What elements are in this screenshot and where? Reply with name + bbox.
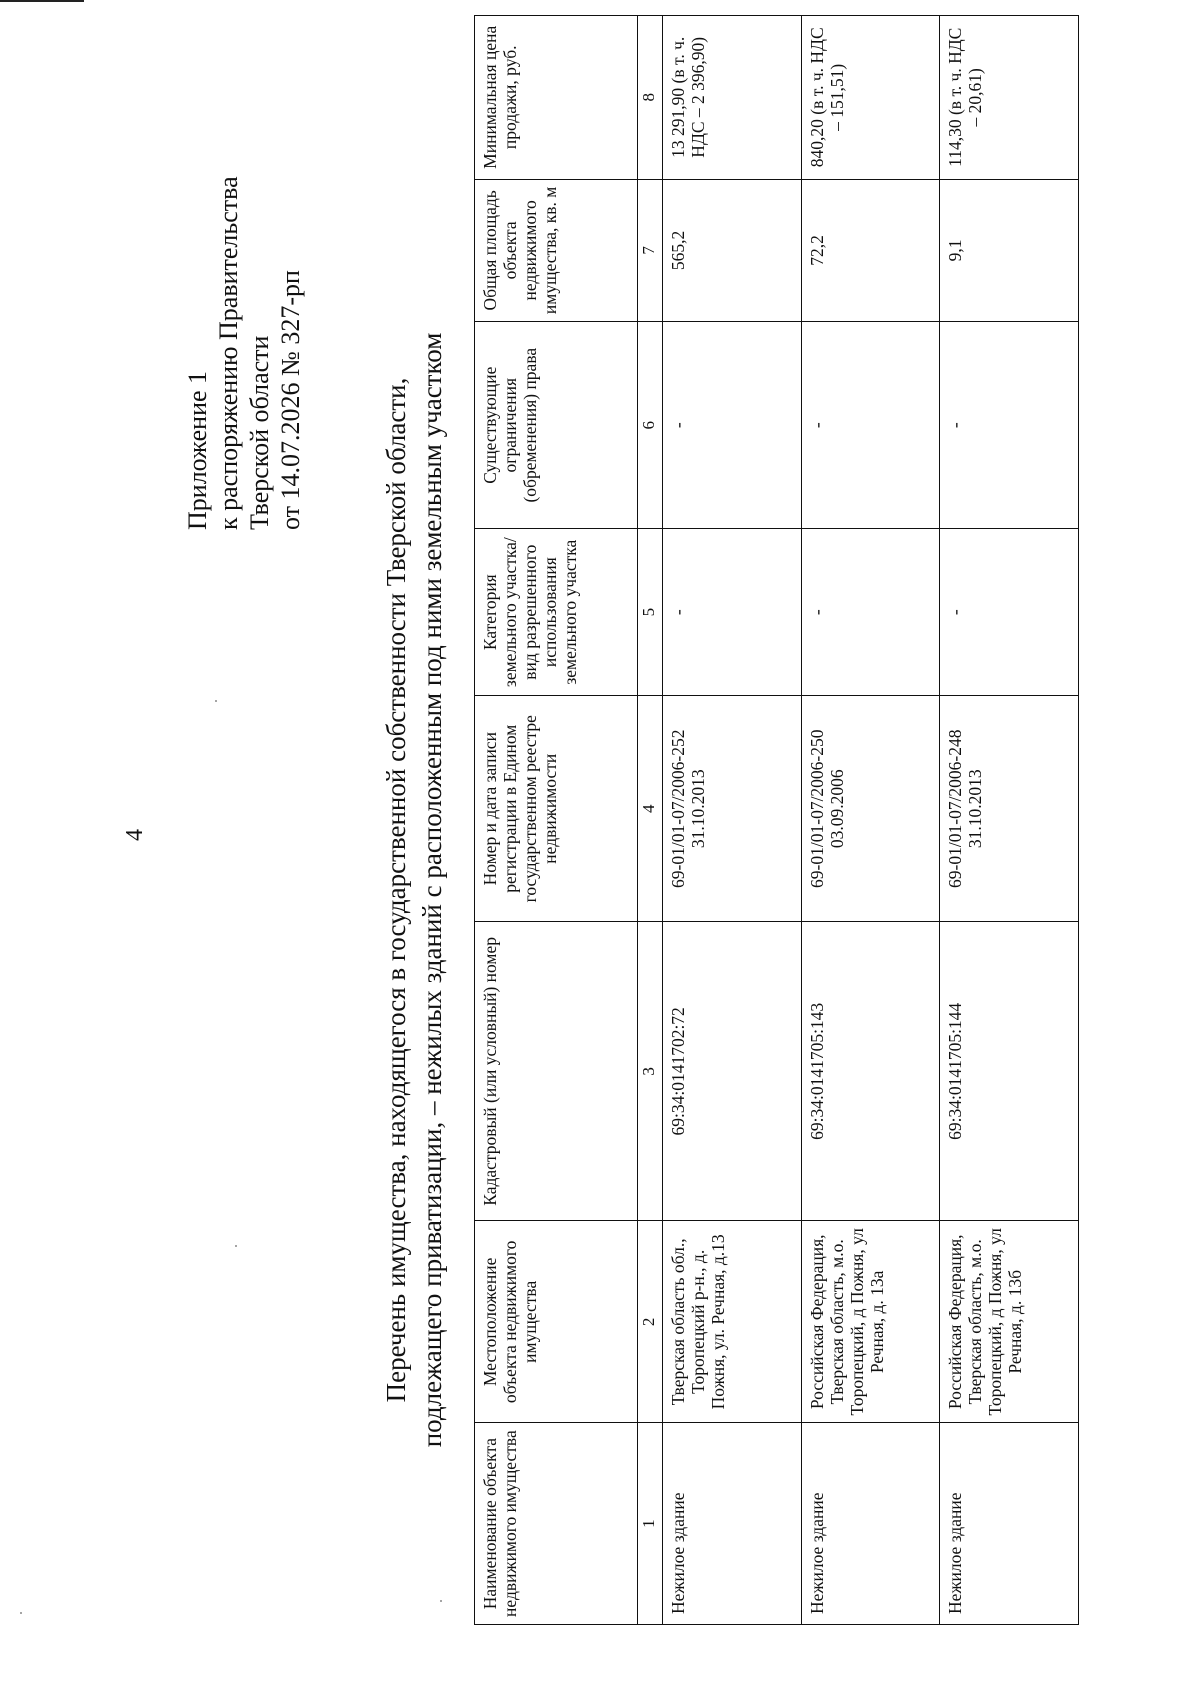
- area-cell: 72,2: [801, 179, 940, 322]
- page-number: 4: [122, 829, 148, 841]
- column-header: Кадастровый (или условный) номер: [475, 922, 638, 1221]
- table-row: [940, 16, 1079, 1625]
- annex-line: Приложение 1: [183, 370, 212, 530]
- column-number: 6: [638, 322, 663, 529]
- cadastral-number-cell: 69:34:0141705:144: [940, 922, 1079, 1221]
- restrictions-cell: -: [663, 322, 802, 529]
- property-table: [474, 15, 1079, 1625]
- column-header: Местоположение объекта недвижимого имущества: [475, 1221, 638, 1423]
- column-header: Номер и дата записи регистрации в Едином государственном реестре недвижимости: [475, 696, 638, 922]
- restrictions-cell: -: [801, 322, 940, 529]
- cadastral-number-cell: 69:34:0141702:72: [663, 922, 802, 1221]
- cadastral-number-cell: 69:34:0141705:143: [801, 922, 940, 1221]
- registration-cell: 69-01/01-07/2006-252 31.10.2013: [663, 696, 802, 922]
- location-cell: Российская Федерация, Тверская область, м.о. Торопецкий, д Пожня, ул Речная, д. 13а: [801, 1221, 940, 1423]
- column-header: Минимальная цена продажи, руб.: [475, 16, 638, 180]
- price-cell: 13 291,90 (в т. ч. НДС – 2 396,90): [663, 16, 802, 180]
- land-category-cell: -: [801, 529, 940, 696]
- area-cell: 9,1: [940, 179, 1079, 322]
- document-title: [378, 190, 450, 1590]
- location-cell: Тверская область обл., Торопецкий р-н., д. Пожня, ул. Речная, д.13: [663, 1221, 802, 1423]
- price-cell: 840,20 (в т. ч. НДС – 151,51): [801, 16, 940, 180]
- table-header-row: [475, 16, 638, 1625]
- title-line: подлежащего приватизации, – нежилых зданий с расположенным под ними земельным участком: [417, 332, 447, 1448]
- table-row: [663, 16, 802, 1625]
- land-category-cell: -: [940, 529, 1079, 696]
- registration-cell: 69-01/01-07/2006-248 31.10.2013: [940, 696, 1079, 922]
- property-table-container: [474, 15, 1079, 1625]
- column-number: 8: [638, 16, 663, 180]
- column-number: 1: [638, 1423, 663, 1625]
- column-header: Наименование объекта недвижимого имущества: [475, 1423, 638, 1625]
- column-number: 7: [638, 179, 663, 322]
- column-header: Категория земельного участка/вид разрешенного использования земельного участка: [475, 529, 638, 696]
- column-number: 5: [638, 529, 663, 696]
- object-name-cell: Нежилое здание: [940, 1423, 1079, 1625]
- table-row: [801, 16, 940, 1625]
- annex-line: к распоряжению Правительства: [214, 176, 243, 530]
- column-number: 2: [638, 1221, 663, 1423]
- column-number-row: [638, 16, 663, 1625]
- title-line: Перечень имущества, находящегося в государственной собственности Тверской области,: [381, 377, 411, 1403]
- annex-line: от 14.07.2026 № 327-рп: [276, 270, 305, 530]
- column-number: 4: [638, 696, 663, 922]
- column-header: Общая площадь объекта недвижимого имущества, кв. м: [475, 179, 638, 322]
- restrictions-cell: -: [940, 322, 1079, 529]
- area-cell: 565,2: [663, 179, 802, 322]
- annex-line: Тверской области: [245, 335, 274, 530]
- price-cell: 114,30 (в т. ч. НДС – 20,61): [940, 16, 1079, 180]
- column-number: 3: [638, 922, 663, 1221]
- annex-block: [182, 90, 306, 530]
- column-header: Существующие ограничения (обременения) права: [475, 322, 638, 529]
- registration-cell: 69-01/01-07/2006-250 03.09.2006: [801, 696, 940, 922]
- location-cell: Российская Федерация, Тверская область, м.о. Торопецкий, д Пожня, ул Речная, д. 13б: [940, 1221, 1079, 1423]
- object-name-cell: Нежилое здание: [663, 1423, 802, 1625]
- object-name-cell: Нежилое здание: [801, 1423, 940, 1625]
- land-category-cell: -: [663, 529, 802, 696]
